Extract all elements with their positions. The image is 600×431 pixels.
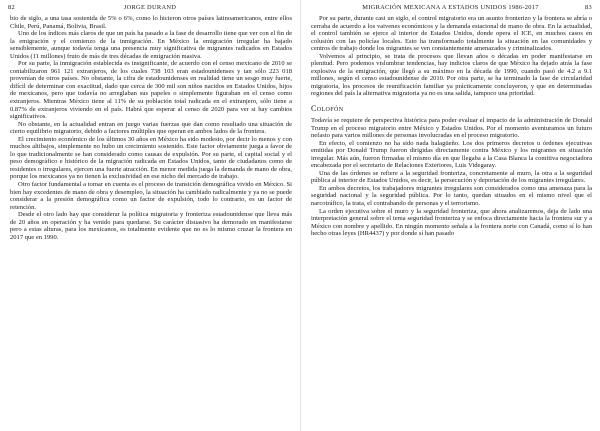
left-page-number: 82 (8, 4, 15, 11)
paragraph: Desde el otro lado hay que considerar la política migratoria y fronteriza estadounidense que lleva más de 20 años en operación y ha venido para quedarse. Su carácter disuasivo ha demorado en manifestarse pero a estas alturas, para los mexicanos, es totalmente evidente que no es lo mismo cruzar la frontera en 2017 que en 1990. (10, 211, 292, 241)
paragraph: Otro factor fundamental a tomar en cuenta es el proceso de transición demográfica vivido en México. Si bien hay excedentes de mano de obra y desempleo, la situación ha cambiado radicalmente y ya no se puede considerar a la presión demográfica como un factor de expulsión, todo lo contrario, es un factor de retención. (10, 181, 292, 211)
right-page-number: 83 (585, 4, 592, 11)
paragraph: No obstante, en la actualidad entran en juego varias fuerzas que dan como resultado una situación de cierto equilibrio migratorio, debido a factores múltiples que operan en ambos lados de la frontera. (10, 120, 292, 136)
paragraph: En efecto, el comienzo no ha sido nada halagüeño. Los dos primeros decretos u órdenes ejecutivas emitidas por Donald Trump fueron dirigidas directamente contra México y los migrantes en situación irregular. Más aún, fueron firmadas el mismo día en que llegaba a la Casa Blanca la comitiva negociadora encabezada por el secretario de Relaciones Exteriores, Luis Videgaray. (311, 139, 592, 170)
left-header-author: JORGE DURAND (123, 4, 177, 11)
left-page-body (10, 15, 292, 431)
paragraph: En ambos decretos, los trabajadores migrantes irregulares son considerados como una amenaza para la seguridad nacional y la seguridad pública. Por lo tanto, quedan situados en el mismo nivel que el narcotráfico, la trata, el contrabando de personas y el terrorismo. (311, 184, 592, 208)
paragraph: Por su parte, durante casi un siglo, el control migratorio era un asunto fronterizo y la frontera se abría o cerraba de acuerdo a los vaivenes económicos y la demanda estacional de mano de obra. En la actualidad, el control también se ejerce al interior de Estados Unidos, donde opera el ICE, en muchos casos en colusión con las policías locales. Esto ha transformado totalmente la situación en las comunidades y centros de trabajo donde los migrantes se ven constantemente amenazados y criminalizados. (311, 15, 592, 53)
paragraph: Uno de los índices más claros de que un país ha pasado a la fase de desarrollo tiene que ver con el fin de la emigración y el comienzo de la inmigración. En México la emigración irregular ha bajado sensiblemente, aunque todavía tenga una presencia muy significativa de migrantes radicados en Estados Unidos (11 millones) fruto de más de tres décadas de emigración masiva. (10, 30, 292, 60)
section-heading: Colofón (311, 104, 344, 114)
paragraph: La orden ejecutiva sobre el muro y la seguridad fronteriza, que ahora analizaremos, deja de lado una interpretación general sobre el tema seguridad fronteriza y se enfoca directamente hacia la frontera sur y a México con nombre y apellido. En ningún momento señala a la frontera norte con Canadá, como sí lo han hecho otras leyes (HR4437) y por donde sí han pasado (311, 207, 592, 238)
paragraph: El crecimiento económico de los últimos 30 años en México ha sido modesto, por decir lo menos y con muchos altibajos, simplemente no hubo un crecimiento sostenido. Este factor obviamente juega a favor de lo que tradicionalmente se han considerado como causas de expulsión. Por su parte, el capital social y el peso demográfico e histórico de la migración radicada en Estados Unidos, tanto de ciudadanos como de residentes o irregulares, ejercen una fuerte atracción. En menor medida juega la demanda de mano de obra, porque los mexicanos ya no tienen la exclusividad en ese nicho del mercado de trabajo. (10, 135, 292, 181)
paragraph: Por su parte, la inmigración establecida es insignificante, de acuerdo con el censo mexicano de 2010 se contabilizaron 961 121 extranjeros, de los cuales 738 103 eran estadounidenses y tan sólo 223 018 provenían de otros países. No obstante, la cifra de estadounidenses en realidad tiene un sesgo muy fuerte, difícil de determinar con exactitud, dado que cerca de 300 mil son niños nacidos en Estados Unidos, hijos de mexicanos, pero que todavía no arreglaban sus papeles o simplemente figuraban en el censo como extranjeros. Mientras México tiene al 11% de su población total radicada en el extranjero, sólo tiene a 0.87% de extranjeros viviendo en el país. Habrá que esperar al censo de 2020 para ver si hay cambios significativos. (10, 60, 292, 121)
paragraph: Todavía se requiere de perspectiva histórica para poder evaluar el impacto de la administración de Donald Trump en el proceso migratorio entre México y Estados Unidos. Por el momento aventuramos un futuro nefasto para varios millones de personas involucradas en el proceso migratorio. (311, 117, 592, 140)
right-page (301, 0, 600, 431)
right-running-header (309, 2, 592, 14)
paragraph: Volvemos al principio, se trata de procesos que llevan años o décadas en poder manifestarse en plenitud. Pero podemos vislumbrar tendencias, hay indicios claros de que México ha dejado atrás la fase explosiva de la emigración, que llegó a su máximo en la década de 1990, cuando pasó de 4.2 a 9.1 millones, según el censo estadounidense de 2010. Por otra parte, se ha terminado la fase de circularidad migratoria, los procesos de reunificación familiar ya prácticamente concluyeron, y que en determinadas regiones del país la alternativa migratoria ya no es una salida, tampoco una prioridad. (311, 52, 592, 98)
right-page-body (311, 15, 592, 431)
paragraph: bio de siglo, a una tasa sostenida de 5% o 6%, como lo hicieron otros países latinoamericanos, entre ellos Chile, Perú, Panamá, Bolivia, Brasil. (10, 15, 292, 30)
right-header-title: MIGRACIÓN MEXICANA A ESTADOS UNIDOS 1986-2017 (362, 4, 539, 11)
left-running-header (8, 2, 292, 14)
paragraph: Una de las órdenes se refiere a la seguridad fronteriza, concretamente al muro, la otra a la seguridad pública al interior de Estados Unidos, es decir, la persecución y deportación de los migrantes irregulares. (311, 169, 592, 185)
